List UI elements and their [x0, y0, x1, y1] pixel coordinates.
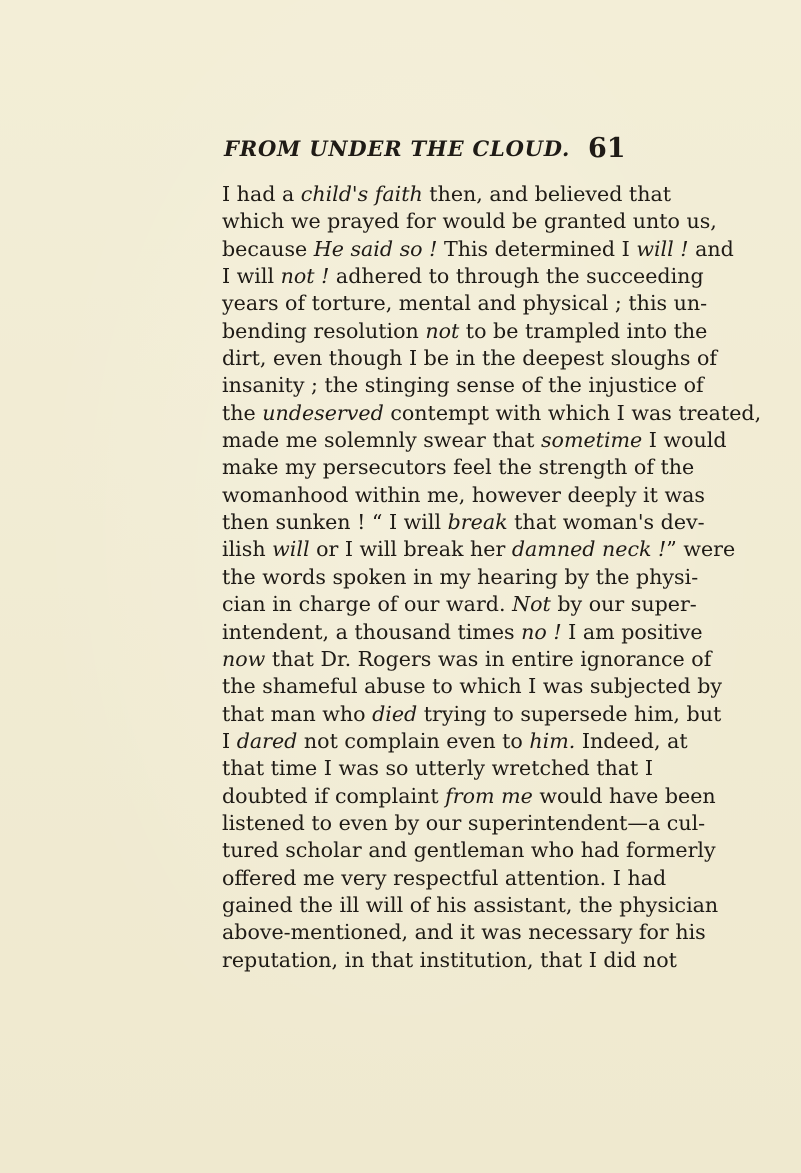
- text-run: make my persecutors feel the strength of the: [222, 455, 695, 480]
- text-run: then sunken ! “ I will: [222, 510, 448, 535]
- italic-text-run: child's faith: [300, 182, 423, 206]
- text-line: [222, 783, 716, 810]
- text-run: years of torture, mental and physical ; this un-: [222, 291, 708, 316]
- text-run: dirt, even though I be in the deepest sloughs of: [222, 346, 717, 371]
- text-run: cian in charge of our ward.: [222, 592, 513, 617]
- italic-text-run: not: [425, 318, 460, 343]
- body-text: [222, 181, 762, 974]
- text-line: [222, 810, 706, 837]
- text-line: [222, 345, 717, 372]
- text-run: offered me very respectful attention. I had: [222, 865, 667, 890]
- italic-text-run: not !: [280, 264, 330, 289]
- italic-text-run: damned neck !: [511, 537, 667, 562]
- text-run: the: [222, 400, 263, 425]
- italic-text-run: no !: [521, 619, 562, 644]
- text-run: the words spoken in my hearing by the physi-: [222, 564, 699, 589]
- text-run: insanity ; the stinging sense of the injustice of: [222, 373, 704, 398]
- text-run: made me solemnly swear that: [222, 428, 541, 453]
- running-title: FROM UNDER THE CLOUD.: [224, 136, 571, 161]
- text-run: gained the ill will of his assistant, the physician: [222, 892, 719, 917]
- italic-text-run: undeserved: [262, 400, 384, 425]
- text-line: [222, 400, 762, 427]
- text-line: [222, 536, 736, 563]
- text-line: [222, 919, 706, 946]
- italic-text-run: sometime: [540, 428, 643, 453]
- text-line: [222, 236, 734, 263]
- italic-text-run: He said so !: [313, 236, 438, 261]
- text-run: by our super-: [550, 592, 697, 617]
- text-run: This determined I: [437, 236, 637, 261]
- text-line: [222, 673, 723, 700]
- italic-text-run: will !: [636, 236, 689, 261]
- text-line: [222, 646, 712, 673]
- text-run: because: [222, 236, 314, 261]
- text-run: I would: [642, 428, 727, 453]
- text-run: I will: [222, 264, 281, 289]
- italic-text-run: now: [222, 646, 266, 671]
- text-line: [222, 564, 699, 591]
- text-line: [222, 427, 727, 454]
- text-line: [222, 865, 667, 892]
- text-line: [222, 701, 722, 728]
- text-line: [222, 208, 717, 235]
- text-run: I: [222, 728, 237, 753]
- text-run: reputation, in that institution, that I did not: [222, 947, 677, 972]
- text-run: would have been: [532, 783, 716, 808]
- running-head: [0, 133, 801, 176]
- text-run: tured scholar and gentleman who had formerly: [222, 838, 716, 863]
- text-line: [222, 947, 677, 974]
- text-run: above-mentioned, and it was necessary for his: [222, 920, 706, 945]
- text-line: [222, 290, 708, 317]
- italic-text-run: dared: [236, 728, 298, 753]
- text-line: [222, 509, 705, 536]
- text-run: and: [688, 236, 734, 261]
- text-run: that Dr. Rogers was in entire ignorance of: [265, 646, 712, 671]
- text-run: to be trampled into the: [459, 318, 708, 343]
- text-run: trying to supersede him, but: [417, 701, 722, 726]
- text-run: intendent, a thousand times: [222, 619, 522, 644]
- text-line: [222, 728, 688, 755]
- text-run: womanhood within me, however deeply it was: [222, 482, 705, 507]
- text-run: contempt with which I was treated,: [383, 400, 762, 425]
- text-run: that time I was so utterly wretched that I: [222, 756, 654, 781]
- text-run: I had a: [222, 182, 301, 206]
- text-run: bending resolution: [222, 318, 426, 343]
- text-line: [222, 454, 695, 481]
- text-run: that man who: [222, 701, 373, 726]
- italic-text-run: will: [272, 537, 310, 562]
- text-line: [222, 482, 705, 509]
- text-run: ilish: [222, 537, 273, 562]
- text-run: that woman's dev-: [507, 510, 705, 535]
- text-line: [222, 181, 672, 208]
- text-line: [222, 318, 708, 345]
- text-run: the shameful abuse to which I was subjected by: [222, 674, 723, 699]
- italic-text-run: from me: [445, 783, 533, 808]
- text-run: ” were: [666, 537, 736, 562]
- text-line: [222, 755, 654, 782]
- italic-text-run: him.: [529, 728, 576, 753]
- text-run: I am positive: [561, 619, 703, 644]
- italic-text-run: break: [447, 510, 508, 535]
- text-line: [222, 591, 697, 618]
- italic-text-run: died: [372, 701, 418, 726]
- text-run: which we prayed for would be granted unto us,: [222, 209, 717, 234]
- text-run: adhered to through the succeeding: [329, 264, 704, 289]
- page-number: 61: [588, 133, 626, 164]
- text-run: Indeed, at: [575, 728, 688, 753]
- text-run: listened to even by our superintendent—a cul-: [222, 810, 706, 835]
- text-line: [222, 837, 716, 864]
- text-run: doubted if complaint: [222, 783, 446, 808]
- text-run: or I will break her: [309, 537, 512, 562]
- text-line: [222, 619, 703, 646]
- text-line: [222, 372, 704, 399]
- text-run: not complain even to: [297, 728, 530, 753]
- text-line: [222, 892, 719, 919]
- italic-text-run: Not: [512, 592, 551, 617]
- text-run: then, and believed that: [422, 182, 672, 206]
- text-line: [222, 263, 704, 290]
